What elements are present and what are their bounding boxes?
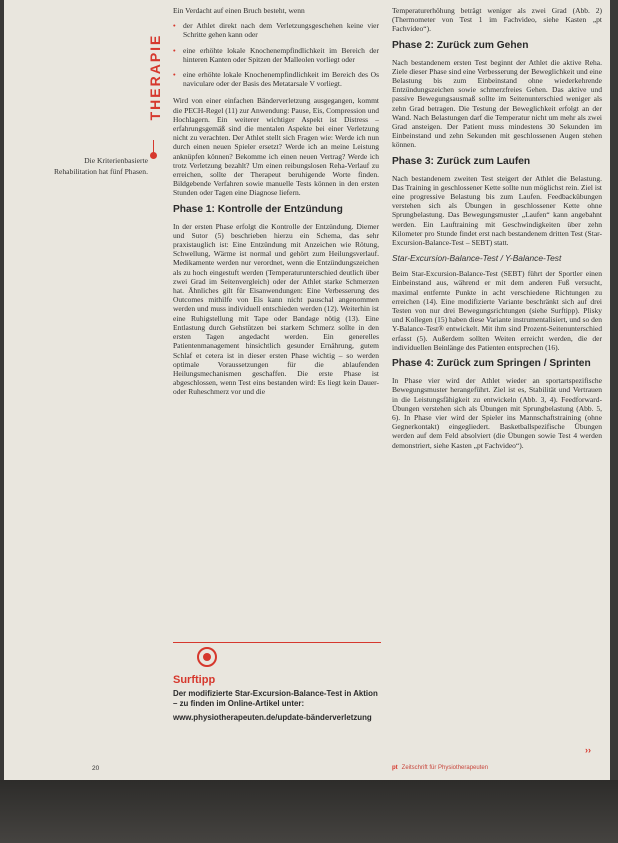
paragraph: Nach bestandenem ersten Test beginnt der Athlet die aktive Reha. Ziele dieser Phase sind eine Verbesserung der Beweglichkeit und eine Belastung bis zum Einbeinstand ohne wiederkehrende Entzündungszeichen sowie schmerzfreies Gehen. Das aktive und passive Bewegungsausmaß sollte im Seitenunterschied weniger als zehn Grad betragen. Die Testung der Beweglichkeit erfolgt an der Wand. Nach Belastungen darf die Temperatur nicht um mehr als zwei Grad ansteigen. Der Patient muss mindestens 30 Sekunden im Einbeinstand und zehn Sekunden mit geschlossenen Augen stehen können. — [392, 57, 602, 150]
intro-text: Ein Verdacht auf einen Bruch besteht, wenn — [173, 6, 305, 15]
section-tab — [140, 18, 170, 136]
surftipp-text: Der modifizierte Star-Excursion-Balance-Test in Aktion – zu finden im Online-Artikel unter: — [173, 689, 378, 708]
continue-marker: ›› — [585, 745, 591, 755]
surftipp-divider — [173, 642, 381, 643]
fracture-criteria-list — [173, 21, 379, 88]
right-column — [392, 6, 602, 456]
magazine-page — [4, 0, 610, 800]
surftipp-box — [173, 674, 381, 723]
margin-note: Die Kriterienbasierte Rehabilitation hat fünf Phasen. — [53, 156, 148, 176]
journal-footer — [392, 765, 488, 771]
list-item: • eine erhöhte lokale Knochenempfindlichkeit im Bereich der hinteren Kanten oder Spitzen der Malleolen vorliegt oder — [173, 46, 379, 64]
target-icon — [197, 647, 217, 667]
heading-phase-1: Phase 1: Kontrolle der Entzündung — [173, 203, 343, 215]
subheading-sebt: Star-Excursion-Balance-Test / Y-Balance-Test — [392, 253, 562, 264]
paragraph: Temperaturerhöhung beträgt weniger als zwei Grad (Abb. 2) (Thermometer von Test 1 im Fachvideo, siehe Kasten „pt Fachvideo“). — [392, 6, 602, 34]
scan-shadow — [0, 780, 618, 843]
page-number: 20 — [92, 765, 100, 772]
heading-phase-2: Phase 2: Zurück zum Gehen — [392, 39, 529, 51]
journal-logo: pt — [392, 765, 398, 771]
paragraph: Wird von einer einfachen Bänderverletzung ausgegangen, kommt die PECH-Regel (11) zur Anwendung: Pause, Eis, Compression und Hochlagern. Ein weiterer wichtiger Aspekt ist Distress – erfahrungsgemäß sind die mentalen Aspekte bei einer Verletzung nicht zu verachten. Der Athlet stellt sich Fragen wie: Werde ich nun durch einen neuen Spieler ersetzt? Werde ich an meine Leistung anknüpfen können? Bekomme ich einen neuen Vertrag? Werde ich trotz Verletzung bezahlt? Um einen reibungslosen Reha-Verlauf zu erreichen, sollte der Therapeut beruhigende Worte finden. Bildgebende Verfahren sowie manuelle Tests können in den ersten Stunden oder Tagen eine Diagnose liefern. — [173, 96, 379, 198]
accent-dot — [150, 152, 157, 159]
surftipp-title: Surftipp — [173, 674, 216, 686]
heading-phase-4: Phase 4: Zurück zum Springen / Sprinten — [392, 358, 591, 370]
paragraph: In der ersten Phase erfolgt die Kontrolle der Entzündung. Diemer und Sutor (5) beschrieben hierzu ein Schema, das sehr praxistauglich ist: Eine Entzündung mit Anzeichen wie Rötung, Schwellung, Wärme ist normal und gehört zum Heilungsverlauf. Medikamente werden nur verordnet, wenn die Entzündungszeichen als zu hoch eingestuft werden (Temperaturunterschied deutlich über zwei Grad im Seitenvergleich) oder der Athlet starke Schmerzen hat. Ähnliches gilt für Eisanwendungen: Eine Verbesserung des Outcomes mithilfe von Eis kann nicht pauschal angenommen werden und muss individuell entschieden werden (12). Weiterhin ist eine Ruhigstellung mit Tape oder Bandage nötig (13). Eine Entlastung durch Gehstützen bei starkem Schmerz sollte in den ersten Tagen angedacht werden. Ein generelles Patientenmanagement hinsichtlich gesunder Ernährung, gutem Schlaf et cetera ist in dieser ersten Phase wichtig – so werden optimale Voraussetzungen für die ablaufenden Heilungsmechanismen geschaffen. Die erste Phase ist abgeschlossen, wenn Test eins bestanden wird: Es liegt kein Dauer- oder Ruheschmerz vor und die — [173, 221, 379, 397]
journal-name: Zeitschrift für Physiotherapeuten — [401, 765, 489, 771]
heading-phase-3: Phase 3: Zurück zum Laufen — [392, 155, 531, 167]
paragraph: Beim Star-Excursion-Balance-Test (SEBT) führt der Sportler einen Einbeinstand aus, während er mit dem anderen Fuß versucht, maximal entfernte Punkte in acht verschiedene Richtungen zu erreichen (14). Eine modifizierte Variante beschränkt sich auf drei Testen von nur drei Bewegungsrichtungen (siehe Surftipp). Plisky und Kollegen (15) haben diese Variante instrumentalisiert, und so den Y-Balance-Test® entwickelt. Mit ihm sind Prozent-Seitenunterschied erfasst (5). Außerdem sollten Weiten erreicht werden, die der individuellen Beinlänge des Patienten entsprechen (16). — [392, 269, 602, 352]
surftipp-link[interactable]: www.physiotherapeuten.de/update-bänderverletzung — [173, 713, 372, 722]
list-item: • eine erhöhte lokale Knochenempfindlichkeit im Bereich des Os naviculare oder der Basis des Metatarsale V vorliegt. — [173, 70, 379, 88]
list-item: • der Athlet direkt nach dem Verletzungsgeschehen keine vier Schritte gehen kann oder — [173, 21, 379, 39]
left-column — [173, 6, 379, 403]
paragraph: In Phase vier wird der Athlet wieder an sportartspezifische Bewegungsmuster herangeführt. Ziel ist es, Stabilität und Vertrauen in die Leistungsfähigkeit zu entwickeln (Abb. 3, 4). Feedforward-Übungen verstehen sich als Übungen mit Sprungbelastung (Abb. 5, 6). In Phase vier wird der Spieler ins Mannschaftstraining (ohne Gegnerkontakt) eingegliedert. Basketballspezifische Übungen werden auf dem Feld absolviert (die Übungen sowie Test 4 werden demonstriert, siehe Kasten „pt Fachvideo“). — [392, 376, 602, 450]
section-tab-label: THERAPIE — [147, 33, 163, 121]
paragraph: Nach bestandenem zweiten Test steigert der Athlet die Belastung. Das Training in geschlossener Kette sollte nun möglichst rein. Ziel ist eine progressive Belastung bis zum Laufen. Feedbackübungen verstehen sich als Übungen in geschlossener Kette ohne Sprungbelastung. Das Bewegungsmuster „Laufen“ kann angebahnt werden. Ein Lauftraining mit Geschwindigkeiten über zehn Kilometer pro Stunde findet erst nach bestandenem dritten Test (Star-Excursion-Balance-Test – SEBT) statt. — [392, 173, 602, 248]
